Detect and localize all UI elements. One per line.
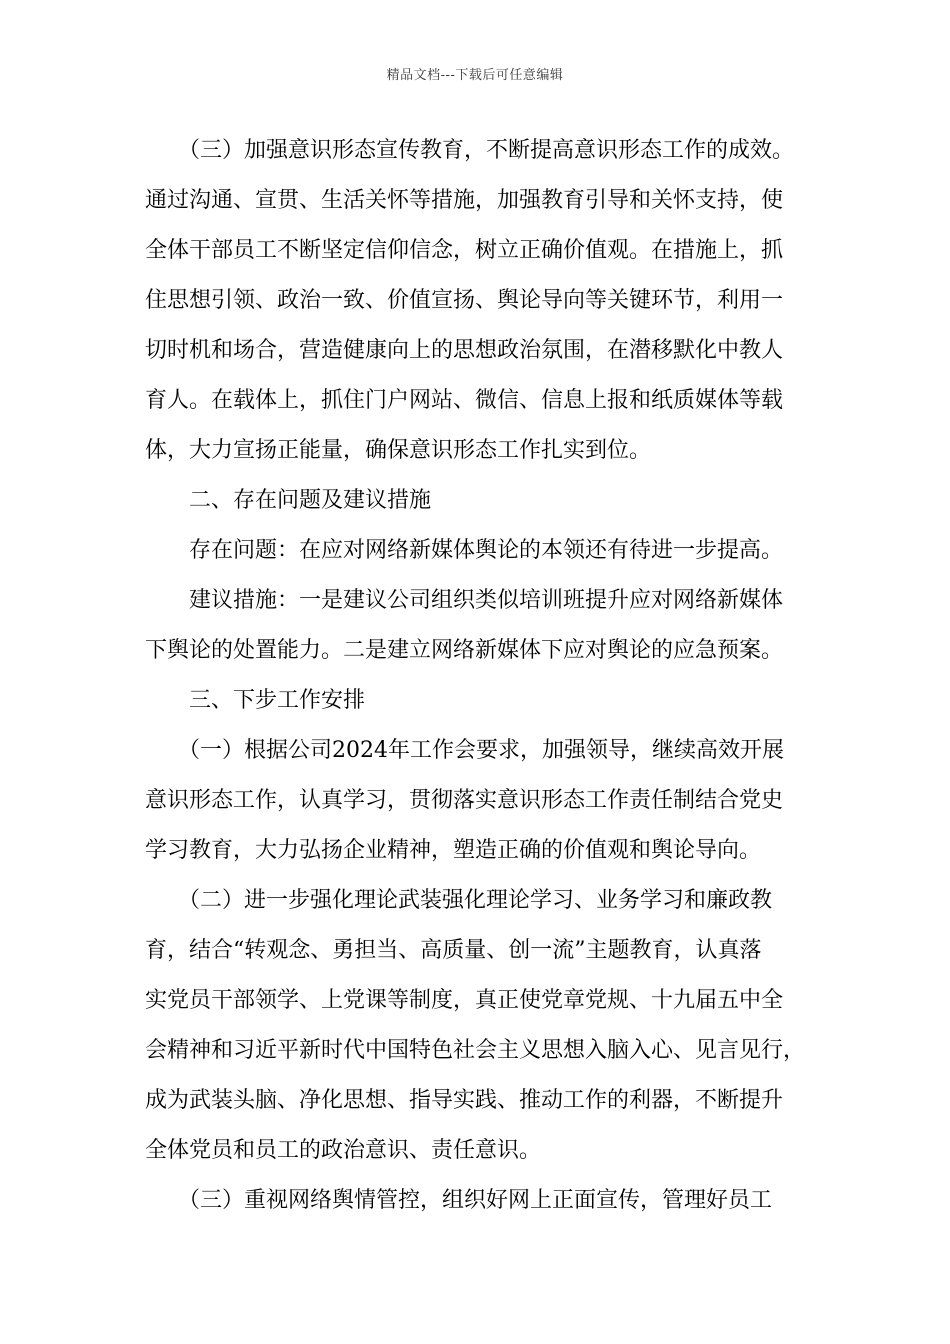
text-line: 存在问题：在应对网络新媒体舆论的本领还有待进一步提高。 xyxy=(145,538,784,563)
text-line: 实党员干部领学、上党课等制度，真正使党章党规、十九届五中全 xyxy=(145,988,784,1013)
text-line: 育人。在载体上，抓住门户网站、微信、信息上报和纸质媒体等载 xyxy=(145,388,784,413)
text-line: 建议措施：一是建议公司组织类似培训班提升应对网络新媒体 xyxy=(145,588,784,613)
text-line: 全体党员和员工的政治意识、责任意识。 xyxy=(145,1138,542,1163)
text-line: 学习教育，大力弘扬企业精神，塑造正确的价值观和舆论导向。 xyxy=(145,838,762,863)
text-line: 住思想引领、政治一致、价值宣扬、舆论导向等关键环节，利用一 xyxy=(145,288,784,313)
text-line: （三）加强意识形态宣传教育，不断提高意识形态工作的成效。 xyxy=(145,138,795,163)
text-line: （一）根据公司2024年工作会要求，加强领导，继续高效开展 xyxy=(145,738,784,763)
page-header: 精品文档---下载后可任意编辑 xyxy=(386,68,564,83)
text-line: （二）进一步强化理论武装强化理论学习、业务学习和廉政教 xyxy=(145,888,773,913)
text-line: 全体干部员工不断坚定信仰信念，树立正确价值观。在措施上，抓 xyxy=(145,238,784,263)
text-line: 育，结合“转观念、勇担当、高质量、创一流”主题教育，认真落 xyxy=(145,938,762,963)
text-line: 切时机和场合，营造健康向上的思想政治氛围，在潜移默化中教人 xyxy=(145,338,784,363)
section-heading: 三、下步工作安排 xyxy=(145,688,366,713)
text-line: 下舆论的处置能力。二是建立网络新媒体下应对舆论的应急预案。 xyxy=(145,638,784,663)
text-line: 意识形态工作，认真学习，贯彻落实意识形态工作责任制结合党史 xyxy=(145,788,784,813)
section-heading: 二、存在问题及建议措施 xyxy=(145,488,432,513)
text-line: 成为武装头脑、净化思想、指导实践、推动工作的利器，不断提升 xyxy=(145,1088,784,1113)
text-line: 体，大力宣扬正能量，确保意识形态工作扎实到位。 xyxy=(145,438,652,463)
text-line: （三）重视网络舆情管控，组织好网上正面宣传，管理好员工 xyxy=(145,1188,773,1213)
text-line: 会精神和习近平新时代中国特色社会主义思想入脑入心、见言见行， xyxy=(145,1038,806,1063)
text-line: 通过沟通、宣贯、生活关怀等措施，加强教育引导和关怀支持，使 xyxy=(145,188,784,213)
